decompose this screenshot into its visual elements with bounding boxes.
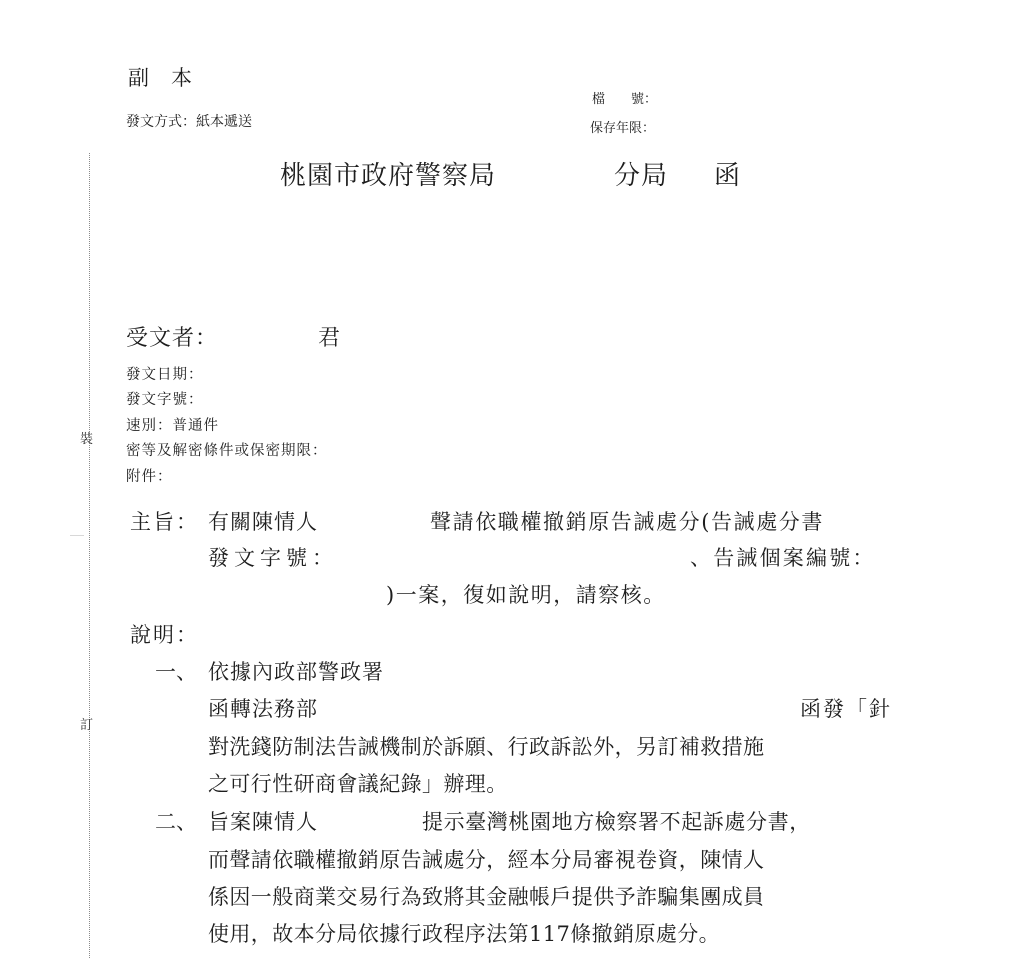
binding-mark-ding: 訂	[80, 718, 94, 733]
document-type: 函	[714, 161, 742, 191]
explanation-label: 說明：	[130, 623, 199, 647]
binding-margin-line	[89, 153, 90, 958]
retention-period-label: 保存年限：	[590, 121, 656, 136]
item2-line3: 係因一般商業交易行為致將其金融帳戶提供予詐騙集團成員	[208, 885, 765, 909]
subject-line1-b: 聲請依職權撤銷原告誡處分(告誡處分書	[430, 510, 824, 534]
binding-mark-zhuang: 裝	[80, 432, 94, 447]
subject-line2-b: 、告誡個案編號：	[690, 546, 876, 570]
subject-line3: )一案，復如說明，請察核。	[386, 583, 666, 607]
item1-line1: 依據內政部警政署	[208, 660, 384, 684]
security-classification: 密等及解密條件或保密期限：	[126, 443, 328, 459]
branch-name: 分局	[614, 161, 669, 191]
item2-line4: 使用，故本分局依據行政程序法第117條撤銷原處分。	[208, 922, 721, 946]
item1-line2-b: 函發「針	[800, 697, 892, 721]
item1-line3: 對洗錢防制法告誡機制於訴願、行政訴訟外，另訂補救措施	[208, 735, 765, 759]
item1-line4: 之可行性研商會議紀錄」辦理。	[208, 772, 508, 796]
item2-line2: 而聲請依職權撤銷原告誡處分，經本分局審視卷資，陳情人	[208, 848, 765, 872]
issue-date-label: 發文日期：	[126, 367, 204, 383]
item1-line2-a: 函轉法務部	[208, 697, 318, 721]
recipient-label: 受文者：	[126, 326, 219, 351]
recipient-honorific: 君	[318, 326, 341, 351]
file-number-label: 檔 號：	[592, 92, 658, 107]
item2-line1-a: 旨案陳情人	[208, 810, 318, 834]
subject-label: 主旨：	[130, 510, 199, 534]
send-method: 發文方式：紙本遞送	[126, 114, 252, 130]
copy-label: 副本	[128, 66, 214, 90]
attachment-label: 附件：	[126, 469, 173, 485]
scan-mark	[70, 535, 84, 536]
item2-line1-b: 提示臺灣桃園地方檢察署不起訴處分書，	[422, 810, 811, 834]
item1-number: 一、	[155, 660, 197, 684]
issue-number-label: 發文字號：	[126, 392, 204, 408]
agency-name: 桃園市政府警察局	[280, 161, 497, 191]
subject-line1-a: 有關陳情人	[208, 510, 318, 534]
item2-number: 二、	[155, 810, 197, 834]
subject-line2-a: 發文字號：	[208, 546, 338, 570]
delivery-speed: 速別：普通件	[126, 418, 219, 434]
